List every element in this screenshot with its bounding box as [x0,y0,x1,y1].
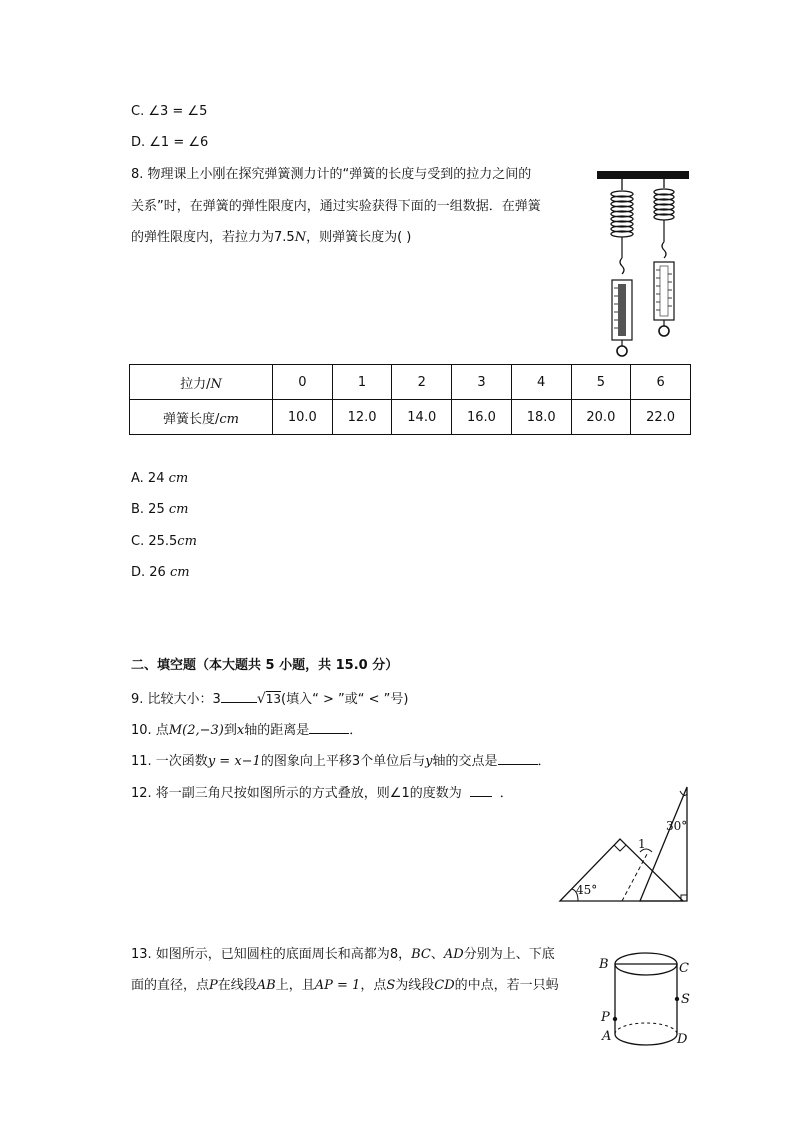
q12-answer-blank[interactable] [470,782,492,797]
table-cell: 18.0 [511,400,571,435]
q10-mid: 到 [223,723,237,738]
option-label: A. 24 [131,471,169,486]
spring-scale-figure [594,166,694,362]
triangle-rulers-figure [556,784,692,906]
angle-1-label: 1 [638,837,646,851]
q13-line1-sep: ， [398,947,412,962]
q13-line2-prefix: 面的直径，点 [131,978,210,993]
length-header-unit: cm [219,411,239,427]
q10-line [131,719,362,741]
q13-line1-bc: BC [411,947,431,962]
q13-line2-suffix: 的中点，若一只蚂 [454,978,559,993]
q13-line1 [131,945,555,965]
q13-line1-mid: 、 [430,947,444,962]
q11-mid1: 的图象向上平移 [260,754,352,769]
table-cell: 4 [511,365,571,400]
q11-suffix: 轴的交点是 [432,754,498,769]
table-cell: 1 [332,365,392,400]
q13-line2-mid2: 上，且 [275,978,315,993]
q8-option-d [131,563,190,583]
q8-force-unit: N [294,230,307,245]
q9-radicand: 13 [265,692,282,706]
option-unit: cm [168,502,189,517]
q13-line1-prefix: 13. 如图所示，已知圆柱的底面周长和高都为 [131,947,390,962]
q11-math: y = x−1 [207,754,261,769]
length-header-label: 弹簧长度/ [163,411,220,427]
length-header [130,400,273,435]
table-cell: 20.0 [571,400,631,435]
q12-text: 12. 将一副三角尺按如图所示的方式叠放，则∠1的度数为 [131,786,462,801]
q13-line2 [131,976,559,996]
q12-line [131,782,513,804]
q13-line2-cd: CD [434,978,455,993]
q9-suffix: (填入“ > ”或“ < ”号) [281,692,409,707]
q8-option-a [131,469,188,489]
q13-line2-ab: AB [256,978,276,993]
q9-prefix: 9. 比较大小：3 [131,692,221,707]
q13-line2-s: S [386,978,396,993]
q11-line [131,750,551,772]
table-cell: 3 [452,365,512,400]
option-label: C. 25.5 [131,534,178,549]
angle-45-label: 45° [576,883,598,897]
q13-line2-p: P [209,978,218,993]
q13-line2-mid4: 为线段 [395,978,435,993]
table-cell: 10.0 [273,400,333,435]
table-cell: 5 [571,365,631,400]
q13-line1-ad: AD [443,947,464,962]
point-b-label: B [599,957,609,972]
option-label: B. 25 [131,502,169,517]
point-p-label: P [601,1010,610,1025]
point-s-label: S [681,992,690,1007]
option-label: D. 26 [131,565,170,580]
q10-suffix: 轴的距离是 [244,723,310,738]
q10-answer-blank[interactable] [309,719,349,734]
q11-mid2: 个单位后与 [360,754,426,769]
point-c-label: C [679,961,689,976]
table-row [130,400,691,435]
q13-line2-mid1: 在线段 [217,978,257,993]
q10-prefix: 10. 点 [131,723,169,738]
cylinder-figure [596,946,696,1052]
sqrt-symbol: √ [256,691,266,707]
q7-option-d: D. ∠1 = ∠6 [131,135,209,150]
table-cell: 2 [392,365,452,400]
q11-num: 3 [351,754,361,769]
q10-axis: x [236,723,245,738]
q13-line2-ap: AP = 1 [314,978,361,993]
q8-line1: 8. 物理课上小刚在探究弹簧测力计的“弹簧的长度与受到的拉力之间的 [131,167,532,182]
q10-math: M(2,−3) [168,723,224,738]
table-cell: 22.0 [631,400,691,435]
force-header-unit: N [210,376,222,392]
q11-end: ． [537,754,551,769]
q8-line2: 关系”时，在弹簧的弹性限度内，通过实验获得下面的一组数据．在弹簧 [131,199,541,214]
q13-line1-suffix: 分别为上、下底 [463,947,555,962]
q9-answer-blank[interactable] [221,688,257,703]
q8-force-value: 7.5 [274,230,295,245]
q8-line3-suffix: ，则弹簧长度为( ) [306,230,412,245]
option-unit: cm [168,471,189,486]
q10-end: ． [349,723,363,738]
q12-end: ． [499,786,513,801]
option-unit: cm [169,565,190,580]
table-cell: 12.0 [332,400,392,435]
table-row [130,365,691,400]
table-cell: 14.0 [392,400,452,435]
angle-30-label: 30° [666,819,688,833]
force-header [130,365,273,400]
q11-prefix: 11. 一次函数 [131,754,208,769]
table-cell: 6 [631,365,691,400]
q8-line3 [131,228,411,248]
table-cell: 0 [273,365,333,400]
q8-line3-prefix: 的弹性限度内，若拉力为 [131,230,275,245]
q8-option-c [131,532,197,552]
q9-line [131,688,408,710]
point-a-label: A [602,1029,612,1044]
spring-data-table [129,364,691,435]
q13-line2-mid3: ，点 [360,978,387,993]
point-d-label: D [677,1032,688,1047]
option-unit: cm [177,534,197,549]
q8-option-b [131,500,188,520]
q11-answer-blank[interactable] [498,750,538,765]
q11-axis: y [425,754,433,769]
section-heading: 二、填空题（本大题共 5 小题，共 15.0 分） [131,658,399,673]
table-cell: 16.0 [452,400,512,435]
q13-line1-num: 8 [389,947,399,962]
force-header-label: 拉力/ [180,376,211,392]
q7-option-c: C. ∠3 = ∠5 [131,104,208,119]
